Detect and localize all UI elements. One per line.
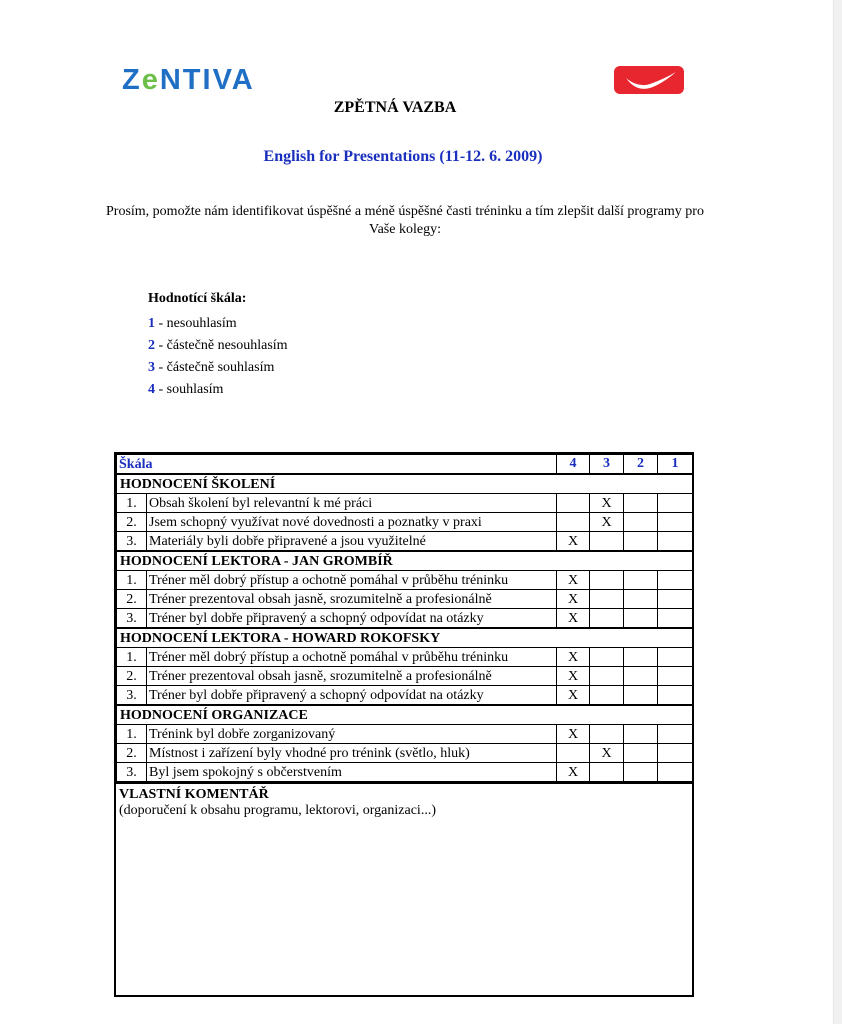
rating-cell-3 <box>590 609 624 629</box>
row-number: 2. <box>117 513 147 532</box>
column-header-4: 4 <box>557 455 590 475</box>
table-row <box>117 590 693 609</box>
rating-cell-1 <box>658 532 693 552</box>
table-row <box>117 686 693 706</box>
row-statement: Tréner prezentoval obsah jasně, srozumitelně a profesionálně <box>147 590 557 609</box>
row-number: 1. <box>117 494 147 513</box>
rating-cell-2 <box>624 609 658 629</box>
rating-cell-3: X <box>590 494 624 513</box>
feedback-table <box>114 452 694 997</box>
column-header-1: 1 <box>658 455 693 475</box>
rating-cell-2 <box>624 648 658 667</box>
rating-cell-2 <box>624 513 658 532</box>
rating-cell-1 <box>658 648 693 667</box>
intro-text: Prosím, pomožte nám identifikovat úspěšné a méně úspěšné časti tréninku a tím zlepšit další programy pro Vaše kolegy: <box>106 204 704 237</box>
rating-cell-1 <box>658 513 693 532</box>
scale-item <box>148 335 288 357</box>
scale-item-label: - částečně nesouhlasím <box>155 338 288 353</box>
scale-item-number: 4 <box>148 382 155 397</box>
scale-item <box>148 357 288 379</box>
table-row <box>117 744 693 763</box>
table-row <box>117 667 693 686</box>
rating-cell-4 <box>557 513 590 532</box>
rating-scale <box>148 291 288 401</box>
rating-cell-3 <box>590 686 624 706</box>
section-header <box>117 705 693 725</box>
scale-item-label: - částečně souhlasím <box>155 360 275 375</box>
scale-item-number: 3 <box>148 360 155 375</box>
row-number: 3. <box>117 609 147 629</box>
rating-cell-3 <box>590 571 624 590</box>
comment-box[interactable] <box>116 782 692 995</box>
rating-cell-1 <box>658 590 693 609</box>
rating-cell-2 <box>624 725 658 744</box>
comment-hint: (doporučení k obsahu programu, lektorovi, organizaci...) <box>119 803 436 818</box>
table-row <box>117 648 693 667</box>
row-statement: Jsem schopný využívat nové dovednosti a poznatky v praxi <box>147 513 557 532</box>
row-number: 3. <box>117 532 147 552</box>
section-title: HODNOCENÍ ŠKOLENÍ <box>117 474 693 494</box>
rating-cell-3 <box>590 648 624 667</box>
scale-item <box>148 379 288 401</box>
rating-cell-2 <box>624 571 658 590</box>
scale-item-label: - nesouhlasím <box>155 316 237 331</box>
table-row <box>117 763 693 782</box>
row-statement: Trénink byl dobře zorganizovaný <box>147 725 557 744</box>
rating-cell-2 <box>624 744 658 763</box>
rating-cell-4: X <box>557 532 590 552</box>
logo-letter-z: Z <box>122 64 142 96</box>
logo-letters-rest: NTIVA <box>159 64 255 96</box>
scale-item-label: - souhlasím <box>155 382 224 397</box>
rating-cell-3 <box>590 725 624 744</box>
comment-title: VLASTNÍ KOMENTÁŘ <box>119 787 269 802</box>
rating-cell-3: X <box>590 744 624 763</box>
row-number: 2. <box>117 667 147 686</box>
row-number: 1. <box>117 648 147 667</box>
column-header-2: 2 <box>624 455 658 475</box>
table-header-row <box>117 455 693 475</box>
row-statement: Tréner měl dobrý přístup a ochotně pomáhal v průběhu tréninku <box>147 571 557 590</box>
row-statement: Byl jsem spokojný s občerstvením <box>147 763 557 782</box>
column-header-3: 3 <box>590 455 624 475</box>
rating-cell-4 <box>557 494 590 513</box>
rating-cell-3 <box>590 532 624 552</box>
row-number: 3. <box>117 686 147 706</box>
page-title: ZPĚTNÁ VAZBA <box>333 99 457 116</box>
rating-cell-1 <box>658 609 693 629</box>
table-row <box>117 532 693 552</box>
scrollbar[interactable] <box>833 0 842 1024</box>
row-statement: Tréner měl dobrý přístup a ochotně pomáhal v průběhu tréninku <box>147 648 557 667</box>
rating-cell-1 <box>658 744 693 763</box>
table-row <box>117 609 693 629</box>
table-row <box>117 725 693 744</box>
row-statement: Obsah školení byl relevantní k mé práci <box>147 494 557 513</box>
row-statement: Tréner byl dobře připravený a schopný odpovídat na otázky <box>147 609 557 629</box>
rating-cell-4: X <box>557 648 590 667</box>
section-header <box>117 474 693 494</box>
row-statement: Tréner prezentoval obsah jasně, srozumitelně a profesionálně <box>147 667 557 686</box>
rating-cell-1 <box>658 686 693 706</box>
section-title: HODNOCENÍ ORGANIZACE <box>117 705 693 725</box>
rating-cell-1 <box>658 571 693 590</box>
logo-letter-e: e <box>141 64 160 96</box>
rating-cell-1 <box>658 725 693 744</box>
row-statement: Tréner byl dobře připravený a schopný odpovídat na otázky <box>147 686 557 706</box>
row-statement: Materiály byli dobře připravené a jsou využitelné <box>147 532 557 552</box>
rating-cell-3: X <box>590 513 624 532</box>
rating-cell-3 <box>590 667 624 686</box>
section-header <box>117 628 693 648</box>
rating-cell-4: X <box>557 609 590 629</box>
rating-cell-2 <box>624 590 658 609</box>
scale-item <box>148 313 288 335</box>
rating-cell-4: X <box>557 667 590 686</box>
row-number: 2. <box>117 744 147 763</box>
row-number: 1. <box>117 725 147 744</box>
table-row <box>117 513 693 532</box>
rating-cell-3 <box>590 763 624 782</box>
section-title: HODNOCENÍ LEKTORA - JAN GROMBÍŘ <box>117 551 693 571</box>
scale-item-number: 2 <box>148 338 155 353</box>
row-number: 1. <box>117 571 147 590</box>
rating-cell-1 <box>658 494 693 513</box>
rating-cell-3 <box>590 590 624 609</box>
brand-mark-icon <box>614 66 684 94</box>
rating-cell-4: X <box>557 571 590 590</box>
scale-header-label: Škála <box>117 455 557 475</box>
rating-cell-1 <box>658 667 693 686</box>
row-number: 2. <box>117 590 147 609</box>
section-title: HODNOCENÍ LEKTORA - HOWARD ROKOFSKY <box>117 628 693 648</box>
rating-cell-2 <box>624 686 658 706</box>
rating-cell-4: X <box>557 686 590 706</box>
scale-item-number: 1 <box>148 316 155 331</box>
section-header <box>117 551 693 571</box>
rating-cell-2 <box>624 494 658 513</box>
zentiva-logo <box>122 62 255 98</box>
course-subtitle: English for Presentations (11-12. 6. 2009) <box>263 148 543 165</box>
table-row <box>117 494 693 513</box>
rating-cell-2 <box>624 667 658 686</box>
table-row <box>117 571 693 590</box>
rating-cell-1 <box>658 763 693 782</box>
rating-cell-2 <box>624 763 658 782</box>
rating-cell-4: X <box>557 763 590 782</box>
rating-cell-4 <box>557 744 590 763</box>
scale-heading: Hodnotící škála: <box>148 291 247 306</box>
rating-cell-4: X <box>557 725 590 744</box>
rating-cell-2 <box>624 532 658 552</box>
rating-cell-4: X <box>557 590 590 609</box>
row-statement: Místnost i zařízení byly vhodné pro trénink (světlo, hluk) <box>147 744 557 763</box>
row-number: 3. <box>117 763 147 782</box>
